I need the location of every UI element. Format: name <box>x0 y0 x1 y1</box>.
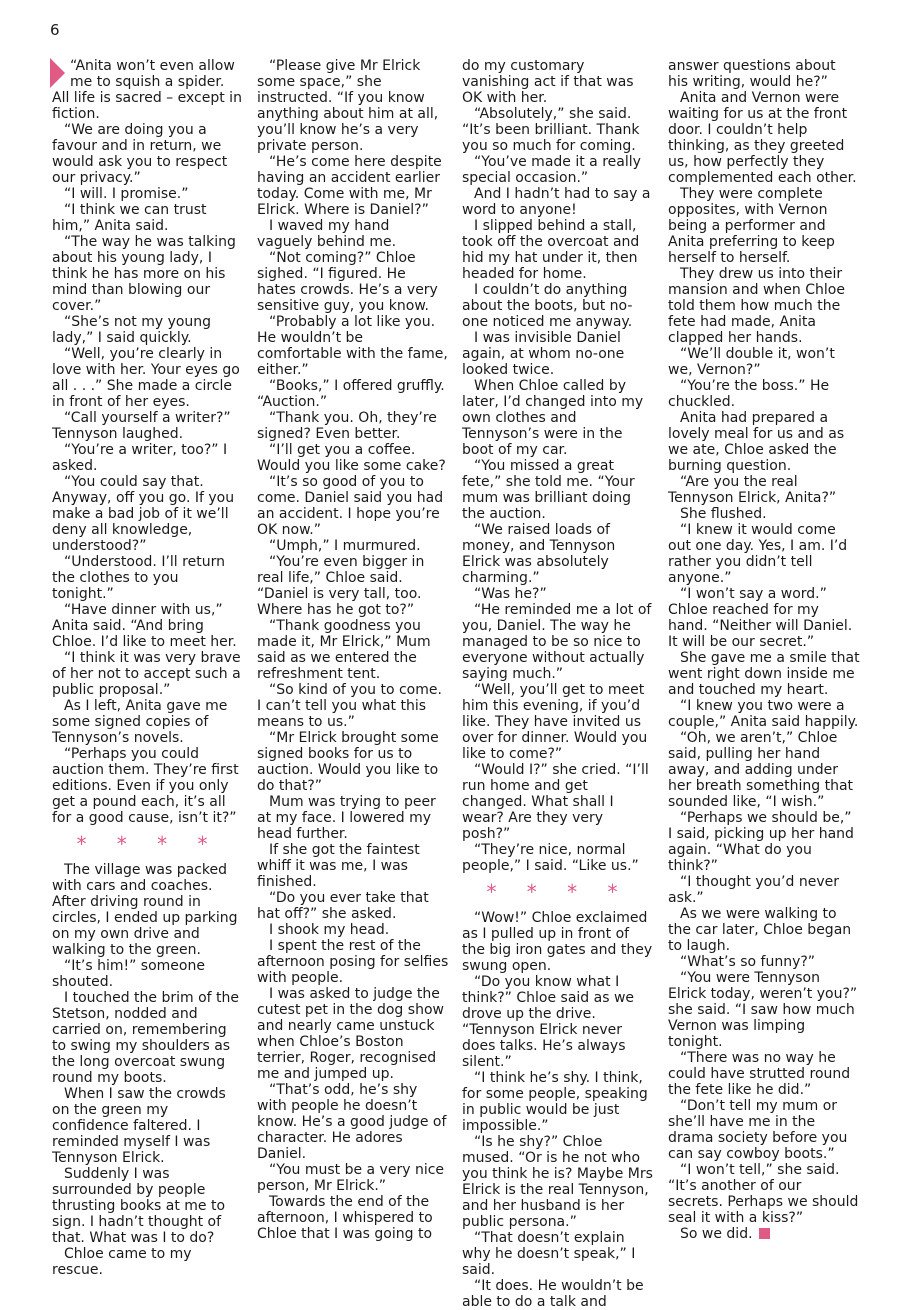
paragraph: So we did. <box>668 1226 860 1242</box>
paragraph: “I won’t tell,” she said. “It’s another of our secrets. Perhaps we should seal it with a kiss?” <box>668 1162 859 1226</box>
paragraph: “Not coming?” Chloe sighed. “I figured. He hates crowds. He’s a very sensitive guy, you know. <box>257 250 438 314</box>
paragraph: “Call yourself a writer?” Tennyson laughed. <box>52 410 231 442</box>
paragraph: “There was no way he could have strutted round the fete like he did.” <box>668 1050 851 1098</box>
paragraph: “He’s come here despite having an accident earlier today. Come with me, Mr Elrick. Where is Daniel?” <box>257 154 442 218</box>
paragraph: “He reminded me a lot of you, Daniel. The way he managed to be so nice to everyone without actually saying much.” <box>462 602 652 682</box>
paragraph: They were complete opposites, with Vernon being a performer and Anita preferring to keep herself to herself. <box>668 186 835 266</box>
paragraph: “That’s odd, he’s shy with people he doesn’t know. He’s a good judge of character. He adores Daniel. <box>257 1082 447 1162</box>
paragraph: “You’re even bigger in real life,” Chloe said. “Daniel is very tall, too. Where has he got to?” <box>257 554 425 618</box>
paragraph: “Please give Mr Elrick some space,” she instructed. “If you know anything about him at all, you’ll know he’s a very private person. <box>257 58 439 154</box>
paragraph: When I saw the crowds on the green my confidence faltered. I reminded myself I was Tennyson Elrick. <box>52 1086 226 1166</box>
article-start-marker-icon <box>50 58 65 88</box>
paragraph: “The way he was talking about his young lady, I think he has more on his mind than blowing our cover.” <box>52 234 236 314</box>
paragraph: “She’s not my young lady,” I said quickly. <box>52 314 212 346</box>
paragraph: “I thought you’d never ask.” <box>668 874 839 906</box>
paragraph: do my customary vanishing act if that was OK with her. <box>462 58 634 106</box>
paragraph: “Oh, we aren’t,” Chloe said, pulling her hand away, and adding under her breath something that sounded like, “I wish.” <box>668 730 854 810</box>
paragraph: “We’ll double it, won’t we, Vernon?” <box>668 346 835 378</box>
paragraph: “I won’t say a word.” Chloe reached for my hand. “Neither will Daniel. It will be our secret.” <box>668 586 853 650</box>
page-number: 6 <box>50 21 60 39</box>
paragraph: “Is he shy?” Chloe mused. “Or is he not who you think he is? Maybe Mrs Elrick is the real Tennyson, and her husband is her public persona.” <box>462 1134 653 1230</box>
paragraph: “Anita won’t even allow me to squish a spider. All life is sacred – except in fiction. <box>52 58 242 122</box>
paragraph: Mum was trying to peer at my face. I lowered my head further. <box>257 794 436 842</box>
paragraph: “Perhaps we should be,” I said, picking up her hand again. “What do you think?” <box>668 810 854 874</box>
section-break: * * * * <box>486 880 630 904</box>
paragraph: “You’re the boss.” He chuckled. <box>668 378 830 410</box>
paragraph: “That doesn’t explain why he doesn’t speak,” I said. <box>462 1230 636 1278</box>
paragraph: “I think we can trust him,” Anita said. <box>52 202 207 234</box>
paragraph: I spent the rest of the afternoon posing for selfies with people. <box>257 938 449 986</box>
paragraph: The village was packed with cars and coaches. After driving round in circles, I ended up parking on my own drive and walking to the green. <box>52 862 238 958</box>
paragraph: “Would I?” she cried. “I’ll run home and get changed. What shall I wear? Are they very posh?” <box>462 762 649 842</box>
paragraph: And I hadn’t had to say a word to anyone! <box>462 186 651 218</box>
paragraph: “Do you ever take that hat off?” she asked. <box>257 890 429 922</box>
paragraph: “Are you the real Tennyson Elrick, Anita?” <box>668 474 837 506</box>
section-break: * * * * <box>76 832 220 856</box>
paragraph: “It’s him!” someone shouted. <box>52 958 205 990</box>
paragraph: I slipped behind a stall, took off the overcoat and hid my hat under it, then headed for home. <box>462 218 640 282</box>
paragraph: She gave me a smile that went right down inside me and touched my heart. <box>668 650 860 698</box>
paragraph: “Understood. I’ll return the clothes to you tonight.” <box>52 554 225 602</box>
paragraph: Suddenly I was surrounded by people thrusting books at me to sign. I hadn’t thought of that. What was I to do? <box>52 1166 226 1246</box>
end-mark-icon <box>759 1228 770 1239</box>
paragraph: “I think he’s shy. I think, for some people, speaking in public would be just impossible.” <box>462 1070 648 1134</box>
paragraph: “You could say that. Anyway, off you go. If you make a bad job of it we’ll deny all knowledge, understood?” <box>52 474 235 554</box>
paragraph: When Chloe called by later, I’d changed into my own clothes and Tennyson’s were in the boot of my car. <box>462 378 644 458</box>
paragraph: I was invisible Daniel again, at whom no-one looked twice. <box>462 330 625 378</box>
paragraph: I waved my hand vaguely behind me. <box>257 218 397 250</box>
paragraph: “Thank goodness you made it, Mr Elrick,” Mum said as we entered the refreshment tent. <box>257 618 431 682</box>
paragraph: “You must be a very nice person, Mr Elrick.” <box>257 1162 445 1194</box>
paragraph: “So kind of you to come. I can’t tell you what this means to us.” <box>257 682 442 730</box>
paragraph: answer questions about his writing, would he?” <box>668 58 836 90</box>
paragraph: Chloe came to my rescue. <box>52 1246 192 1278</box>
paragraph: “You’ve made it a really special occasion.” <box>462 154 641 186</box>
paragraph: “What’s so funny?” <box>680 954 816 970</box>
paragraph: “Books,” I offered gruffly. “Auction.” <box>257 378 445 410</box>
article-column-1 <box>52 58 244 1278</box>
article-column-3 <box>462 58 654 1310</box>
paragraph: “Have dinner with us,” Anita said. “And bring Chloe. I’d like to meet her. <box>52 602 237 650</box>
paragraph: “It’s so good of you to come. Daniel said you had an accident. I hope you’re OK now.” <box>257 474 444 538</box>
paragraph: I couldn’t do anything about the boots, but no-one noticed me anyway. <box>462 282 633 330</box>
paragraph: “I’ll get you a coffee. Would you like some cake? <box>257 442 446 474</box>
paragraph: “Well, you’ll get to meet him this evening, if you’d like. They have invited us over for dinner. Would you like to come?” <box>462 682 648 762</box>
paragraph: As I left, Anita gave me some signed copies of Tennyson’s novels. <box>52 698 228 746</box>
paragraph: “You were Tennyson Elrick today, weren’t you?” she said. “I saw how much Vernon was limping tonight. <box>668 970 858 1050</box>
paragraph: “They’re nice, normal people,” I said. “Like us.” <box>462 842 639 874</box>
paragraph: “Well, you’re clearly in love with her. Your eyes go all . . .” She made a circle in front of her eyes. <box>52 346 240 410</box>
paragraph: I was asked to judge the cutest pet in the dog show and nearly came unstuck when Chloe’s Boston terrier, Roger, recognised me and jumped up. <box>257 986 444 1082</box>
paragraph: Anita and Vernon were waiting for us at the front door. I couldn’t help thinking, as they greeted us, how perfectly they complemented each other. <box>668 90 857 186</box>
paragraph: Anita had prepared a lovely meal for us and as we ate, Chloe asked the burning question. <box>668 410 845 474</box>
paragraph: “I will. I promise.” <box>64 186 189 202</box>
paragraph: “Do you know what I think?” Chloe said as we drove up the drive. “Tennyson Elrick never does talks. He’s always silent.” <box>462 974 635 1070</box>
paragraph: I shook my head. <box>269 922 390 938</box>
paragraph: “Umph,” I murmured. <box>269 538 421 554</box>
paragraph: Towards the end of the afternoon, I whispered to Chloe that I was going to <box>257 1194 433 1242</box>
paragraph: “We raised loads of money, and Tennyson Elrick was absolutely charming.” <box>462 522 616 586</box>
paragraph: “Thank you. Oh, they’re signed? Even better. <box>257 410 437 442</box>
article-column-4 <box>668 58 860 1242</box>
paragraph: “Don’t tell my mum or she’ll have me in the drama society before you can say cowboy boots.” <box>668 1098 848 1162</box>
paragraph: As we were walking to the car later, Chloe began to laugh. <box>668 906 852 954</box>
paragraph: “Probably a lot like you. He wouldn’t be comfortable with the fame, either.” <box>257 314 448 378</box>
paragraph: “I knew it would come out one day. Yes, I am. I’d rather you didn’t tell anyone.” <box>668 522 848 586</box>
paragraph: “Perhaps you could auction them. They’re first editions. Even if you only get a pound each, it’s all for a good cause, isn’t it?” <box>52 746 239 826</box>
paragraph: I touched the brim of the Stetson, nodded and carried on, remembering to swing my shoulders as the long overcoat swung round my boots. <box>52 990 239 1086</box>
paragraph: “Mr Elrick brought some signed books for us to auction. Would you like to do that?” <box>257 730 439 794</box>
paragraph: She flushed. <box>680 506 767 522</box>
paragraph: “Absolutely,” she said. “It’s been brilliant. Thank you so much for coming. <box>462 106 640 154</box>
paragraph: “Wow!” Chloe exclaimed as I pulled up in front of the big iron gates and they swung open. <box>462 910 653 974</box>
paragraph: “I think it was very brave of her not to accept such a public proposal.” <box>52 650 241 698</box>
paragraph: “You’re a writer, too?” I asked. <box>52 442 228 474</box>
paragraph: “You missed a great fete,” she told me. “Your mum was brilliant doing the auction. <box>462 458 635 522</box>
paragraph: “I knew you two were a couple,” Anita said happily. <box>668 698 859 730</box>
article-column-2 <box>257 58 449 1242</box>
paragraph: “We are doing you a favour and in return, we would ask you to respect our privacy.” <box>52 122 228 186</box>
paragraph: If she got the faintest whiff it was me, I was finished. <box>257 842 420 890</box>
paragraph: “Was he?” <box>474 586 547 602</box>
paragraph: “It does. He wouldn’t be able to do a talk and <box>462 1278 644 1310</box>
paragraph: They drew us into their mansion and when Chloe told them how much the fete had made, Anita clapped her hands. <box>668 266 845 346</box>
